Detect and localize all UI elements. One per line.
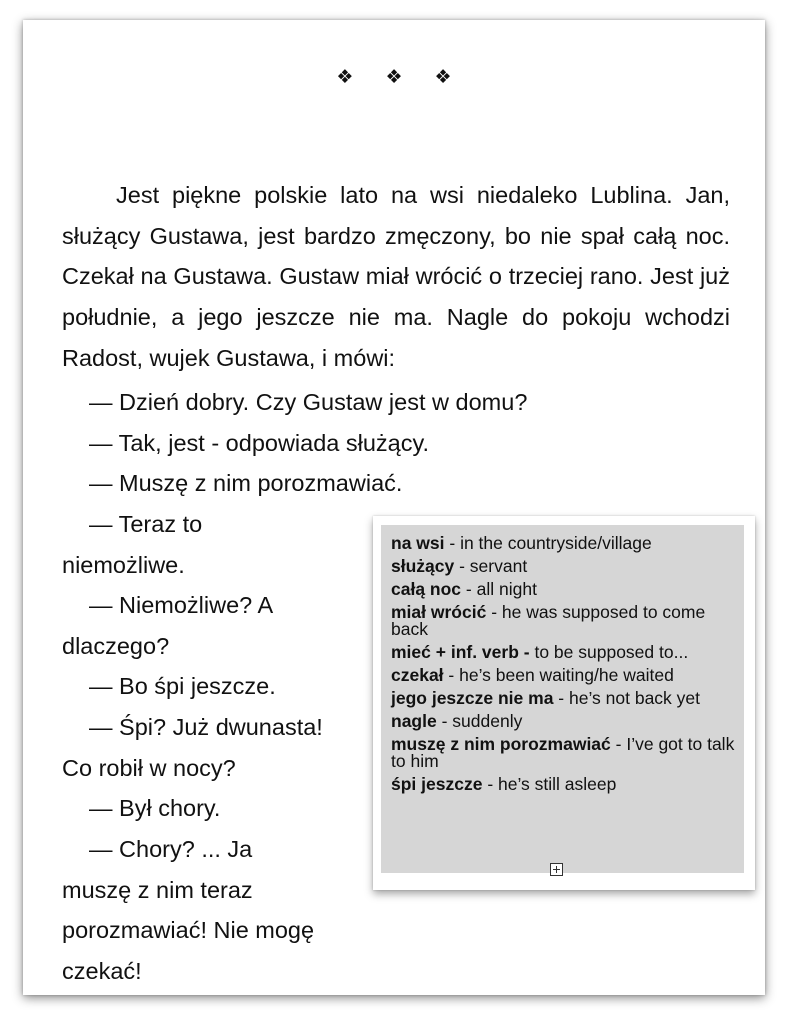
vocab-entry xyxy=(391,604,738,638)
vocab-separator: - xyxy=(454,556,470,576)
vocab-meaning: suddenly xyxy=(452,711,523,731)
dialogue-line: — Niemożliwe? A xyxy=(89,592,274,618)
vocab-separator: - xyxy=(610,734,627,754)
vocab-term: nagle xyxy=(391,711,437,731)
dialogue-line: — Śpi? Już dwunasta! xyxy=(89,714,323,740)
vocab-meaning: servant xyxy=(469,556,528,576)
vocab-entry xyxy=(391,667,738,684)
vocab-separator: - xyxy=(444,533,461,553)
vocab-entry xyxy=(391,736,738,770)
vocab-term: mieć + inf. verb - xyxy=(391,642,530,662)
vocab-separator: - xyxy=(436,711,453,731)
vocab-meaning: he’s been waiting/he waited xyxy=(459,665,674,685)
vocab-separator: - xyxy=(553,688,569,708)
vocab-term: służący xyxy=(391,556,455,576)
vocab-separator: - xyxy=(486,602,502,622)
dialogue-line: — Dzień dobry. Czy Gustaw jest w domu? xyxy=(89,389,528,415)
dialogue-line: — Muszę z nim porozmawiać. xyxy=(89,470,403,496)
vocab-meaning: to be supposed to... xyxy=(534,642,689,662)
vocab-meaning: all night xyxy=(476,579,537,599)
vocab-term: śpi jeszcze xyxy=(391,774,483,794)
dialogue-line: — Tak, jest - odpowiada służący. xyxy=(89,430,430,456)
dialogue-line: niemożliwe. xyxy=(62,552,185,578)
vocab-separator: - xyxy=(482,774,499,794)
diamond-ornament-icon: ❖ xyxy=(336,66,354,88)
vocab-entry xyxy=(391,644,738,661)
vocab-entry xyxy=(391,690,738,707)
dialogue-line: — Bo śpi jeszcze. xyxy=(89,673,276,699)
vocab-term: czekał xyxy=(391,665,444,685)
vocabulary-box xyxy=(373,516,755,890)
vocab-term: jego jeszcze nie ma xyxy=(391,688,554,708)
intro-paragraph: Jest piękne polskie lato na wsi niedaleko Lublina. Jan, służący Gustawa, jest bardzo zmęczony, bo nie spał całą noc. Czekał na Gustawa. Gustaw miał wrócić o trzeciej rano. Jest już południe, a jego jeszcze nie ma. Nagle do pokoju wchodzi Radost, wujek Gustawa, i mówi: xyxy=(62,182,730,371)
diamond-ornament-icon: ❖ xyxy=(434,66,452,88)
diamond-ornament-icon: ❖ xyxy=(385,66,403,88)
document-page xyxy=(23,20,765,995)
ornament-divider xyxy=(23,66,765,88)
vocabulary-list xyxy=(381,525,744,873)
dialogue-line: Co robił w nocy? xyxy=(62,755,236,781)
vocab-meaning: he’s still asleep xyxy=(498,774,617,794)
vocab-entry xyxy=(391,558,738,575)
vocab-term: całą noc xyxy=(391,579,462,599)
vocab-term: na wsi xyxy=(391,533,445,553)
vocab-entry xyxy=(391,581,738,598)
dialogue-line: — Teraz to xyxy=(89,511,203,537)
vocab-meaning: I’ve got to talk to him xyxy=(391,734,735,771)
dialogue-line: muszę z nim teraz xyxy=(62,877,253,903)
vocab-separator: - xyxy=(443,665,460,685)
vocab-meaning: in the countryside/village xyxy=(460,533,652,553)
dialogue-line: porozmawiać! Nie mogę xyxy=(62,917,315,943)
dialogue-line: dlaczego? xyxy=(62,633,170,659)
vocab-separator: - xyxy=(461,579,477,599)
dialogue-line: — Był chory. xyxy=(89,795,221,821)
dialogue-line: — Chory? ... Ja xyxy=(89,836,253,862)
vocab-meaning: he was supposed to come back xyxy=(391,602,706,639)
vocab-entry xyxy=(391,713,738,730)
vocab-meaning: he’s not back yet xyxy=(569,688,701,708)
vocab-entry xyxy=(391,535,738,552)
expand-plus-icon[interactable] xyxy=(550,863,563,876)
vocab-term: muszę z nim porozmawiać xyxy=(391,734,611,754)
vocab-term: miał wrócić xyxy=(391,602,487,622)
dialogue-line: czekać! xyxy=(62,958,142,984)
vocab-entry xyxy=(391,776,738,793)
